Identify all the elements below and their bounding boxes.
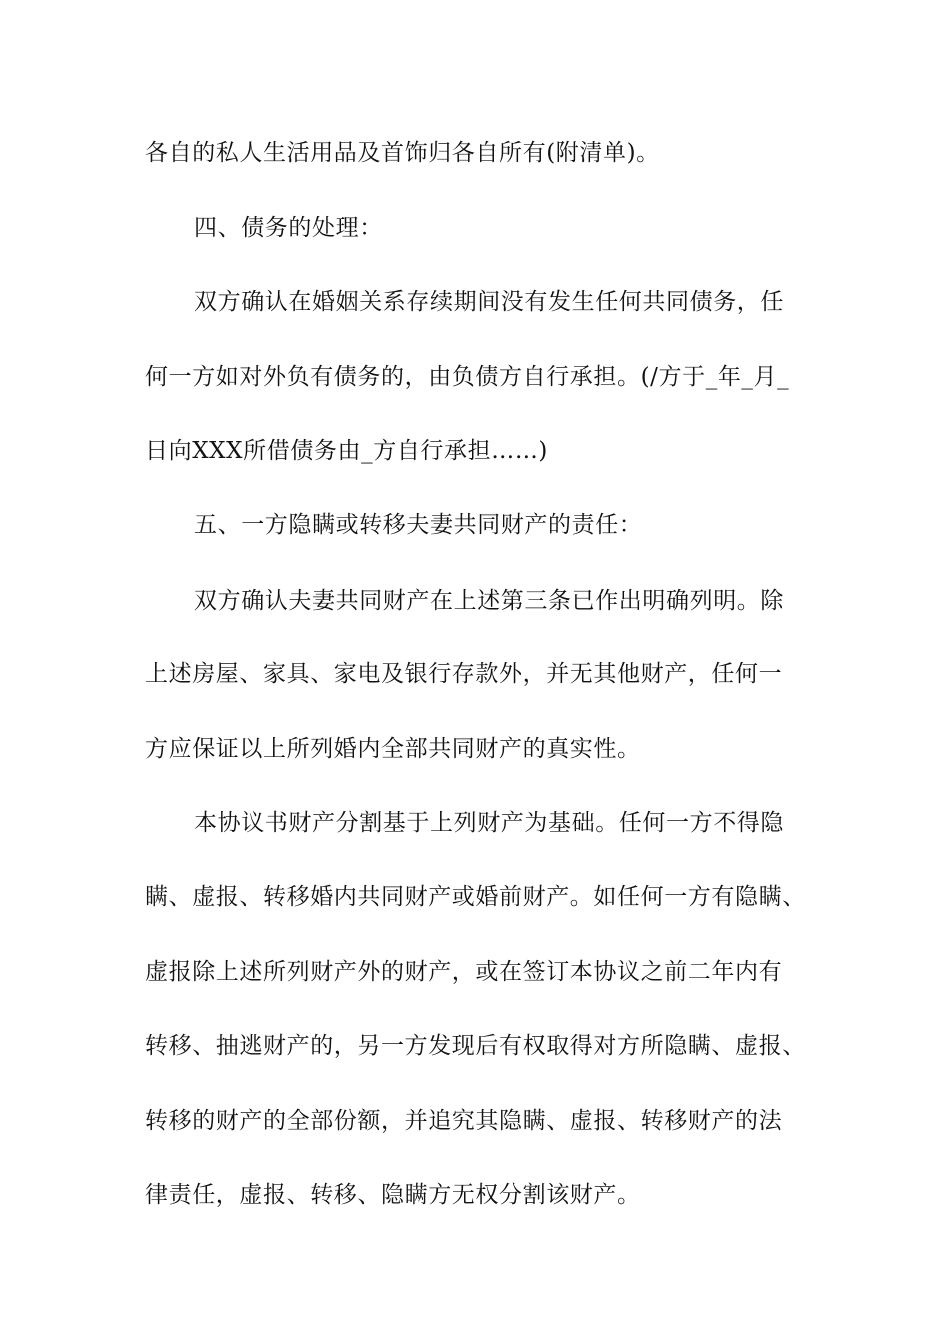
text-line: 日向XXX所借债务由_方自行承担……) [145, 438, 548, 464]
text-line: 本协议书财产分割基于上列财产为基础。任何一方不得隐 [194, 810, 784, 836]
text-line: 转移的财产的全部份额，并追究其隐瞒、虚报、转移财产的法 [145, 1108, 783, 1134]
text-line: 何一方如对外负有债务的，由负债方自行承担。(/方于_年_月_ [145, 364, 790, 390]
text-line: 方应保证以上所列婚内全部共同财产的真实性。 [145, 736, 641, 762]
text-line: 双方确认夫妻共同财产在上述第三条已作出明确列明。除 [194, 588, 784, 614]
text-line: 虚报除上述所列财产外的财产，或在签订本协议之前二年内有 [145, 959, 783, 985]
text-line: 瞒、虚报、转移婚内共同财产或婚前财产。如任何一方有隐瞒、 [145, 884, 806, 910]
text-line: 各自的私人生活用品及首饰归各自所有(附清单)。 [145, 140, 660, 166]
text-line: 律责任，虚报、转移、隐瞒方无权分割该财产。 [145, 1182, 641, 1208]
section-heading: 五、一方隐瞒或转移夫妻共同财产的责任： [194, 512, 643, 538]
text-line: 上述房屋、家具、家电及银行存款外，并无其他财产，任何一 [145, 661, 783, 687]
text-line: 双方确认在婚姻关系存续期间没有发生任何共同债务，任 [194, 289, 784, 315]
section-heading: 四、债务的处理： [194, 215, 383, 241]
text-line: 转移、抽逃财产的，另一方发现后有权取得对方所隐瞒、虚报、 [145, 1033, 806, 1059]
